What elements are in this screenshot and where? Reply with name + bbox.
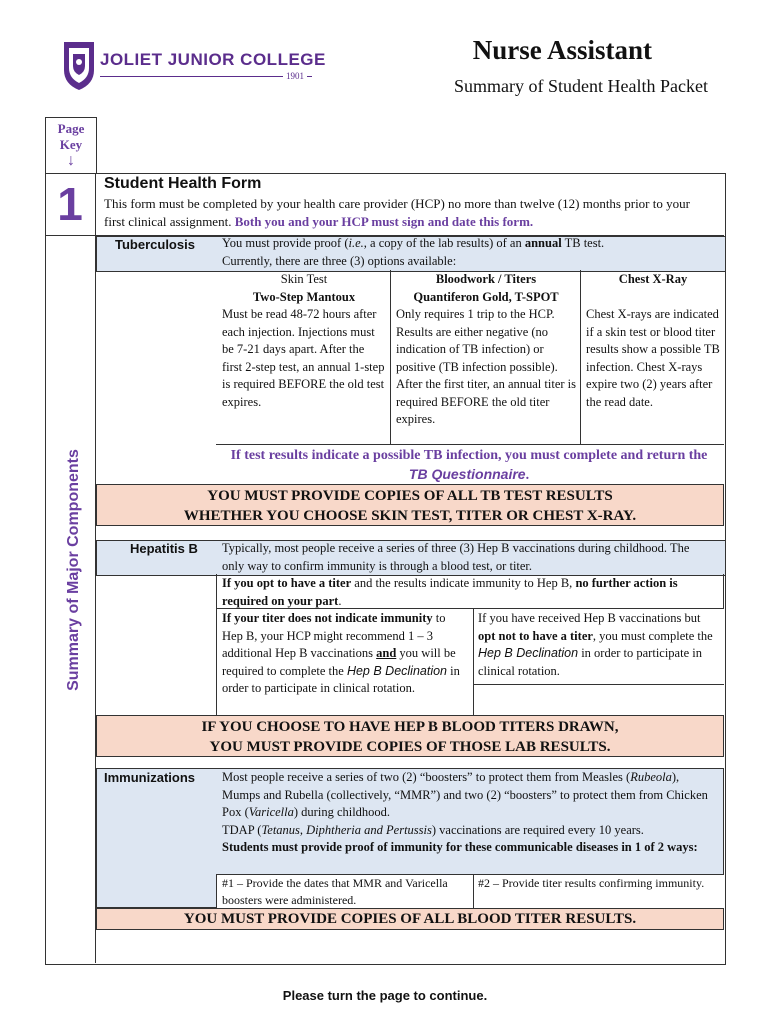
college-crest-icon: [62, 40, 96, 92]
immun-varicella: Varicella: [248, 805, 294, 819]
hepb-no-immunity-part: you will be required to complete the: [222, 646, 456, 678]
hepb-banner-line2: YOU MUST PROVIDE COPIES OF THOSE LAB RESULTS.: [209, 739, 611, 755]
tb-intro-annual: annual: [524, 236, 562, 250]
tb-label: Tuberculosis: [115, 237, 195, 252]
tb-intro-ie: i.e.: [348, 236, 364, 250]
tb-skin-test-text: Must be read 48-72 hours after each injection. Injections must be 7-21 days apart. After the first 2-step test, an annual 1-step is required BEFORE the old test expires.: [222, 307, 385, 409]
page-key-label: [46, 121, 96, 153]
logo-rule: [100, 76, 312, 77]
side-label: Summary of Major Components: [65, 449, 82, 691]
tb-skin-test-col: [222, 271, 386, 411]
tb-col-bottom: [216, 444, 724, 445]
college-name: JOLIET JUNIOR COLLEGE: [100, 50, 326, 69]
tb-notice-text: If test results indicate a possible TB infection, you must complete and return the: [230, 448, 708, 463]
hepb-label: Hepatitis B: [130, 541, 198, 556]
health-form-emphasis: Both you and your HCP must sign and date this form.: [234, 214, 534, 229]
immun-mmr-part: ) during childhood.: [293, 805, 391, 819]
tb-intro: [222, 235, 712, 270]
hepb-titer-text: [222, 575, 716, 610]
page-title: Nurse Assistant: [472, 35, 652, 65]
college-logo: [58, 40, 326, 92]
page-subtitle: Summary of Student Health Packet: [454, 76, 708, 96]
immunizations-label: Immunizations: [104, 770, 196, 785]
page-key-box: [45, 117, 97, 174]
tb-bloodwork-col: [396, 271, 576, 429]
hepb-no-immunity-part: in order to participate in clinical rotation.: [222, 663, 460, 695]
hepb-declination-form: Hep B Declination: [478, 646, 579, 660]
hepb-and-emphasis: and: [376, 646, 397, 660]
tb-intro-part: You must provide proof (: [222, 236, 349, 250]
immun-tdap-part: TDAP (: [222, 822, 262, 837]
tb-xray-text: Chest X-rays are indicated if a skin test or blood titer results show a possible TB infection. Chest X-rays expire two (2) years after the read date.: [586, 307, 720, 409]
page-key-label-line2: Key: [59, 137, 83, 152]
tb-xray-col: [586, 271, 720, 411]
tb-questionnaire-form: TB Questionnaire: [408, 466, 526, 482]
immun-rubeola: Rubeola: [630, 770, 672, 784]
health-form-title: Student Health Form: [104, 175, 262, 192]
immun-results-banner: YOU MUST PROVIDE COPIES OF ALL BLOOD TITER RESULTS.: [96, 908, 724, 930]
footer-note: Please turn the page to continue.: [282, 988, 488, 1003]
immunizations-text: [222, 769, 718, 857]
section-number: 1: [57, 178, 83, 230]
tb-bloodwork-text: Only requires 1 trip to the HCP. Results are either negative (no indication of TB infection) or positive (TB infection possible). After the first titer, an annual titer is required BEFORE the old titer expires.: [396, 307, 576, 426]
tb-bloodwork-subheading: Quantiferon Gold, T-SPOT: [413, 289, 559, 304]
hepb-no-titer-part: , you must complete the: [592, 628, 713, 643]
tb-col-divider: [580, 270, 581, 445]
immun-mmr-part: Most people receive a series of two (2) “boosters” to protect them from Measles (: [222, 770, 631, 784]
health-form-description: This form must be completed by your health care provider (HCP) no more than twelve (12) months prior to your first clinical assignment.: [104, 196, 690, 229]
tb-questionnaire-notice: [220, 446, 718, 485]
hepb-no-titer-text: [478, 610, 716, 680]
hepb-declination-form: Hep B Declination: [346, 663, 448, 678]
down-arrow-icon: ↓: [67, 152, 75, 169]
tb-skin-test-heading: Skin Test: [280, 272, 328, 286]
immunizations-tdap: [222, 822, 718, 840]
hepb-no-immunity-condition: If your titer does not indicate immunity: [222, 611, 433, 625]
hepb-titer-result: no further action is required on your part: [222, 576, 678, 608]
tb-intro-part: TB test.: [561, 236, 605, 250]
tb-banner-line2: WHETHER YOU CHOOSE SKIN TEST, TITER OR CHEST X-RAY.: [183, 508, 637, 524]
hepb-results-banner: [96, 715, 724, 757]
immun-tdap-part: ) vaccinations are required every 10 years.: [431, 822, 644, 837]
page-key-label-line1: Page: [57, 121, 85, 136]
hepb-intro: Typically, most people receive a series of three (3) Hep B vaccinations during childhood. The only way to confirm immunity is through a blood test, or titer.: [222, 541, 690, 573]
tb-bloodwork-heading: Bloodwork / Titers: [435, 272, 537, 286]
tb-skin-test-subheading: Two-Step Mantoux: [252, 289, 356, 304]
hepb-no-titer-condition: opt not to have a titer: [478, 628, 593, 643]
hepb-titer-part: and the results indicate immunity to Hep B,: [351, 576, 576, 590]
immun-mmr-part: ), Mumps and Rubella (collectively, “MMR”) and two (2) “boosters” to protect them from Chicken Pox (: [222, 770, 708, 819]
hepb-titer-part: .: [338, 593, 342, 608]
immunizations-proof: Students must provide proof of immunity for these communicable diseases in 1 of 2 ways:: [222, 840, 698, 854]
tb-notice-text: .: [525, 468, 530, 483]
hepb-no-titer-part: in order to participate in clinical rotation.: [478, 646, 702, 678]
tb-col-divider: [390, 270, 391, 445]
hepb-no-immunity-part: to Hep B, your HCP might recommend 1 – 3 additional Hep B vaccinations: [222, 611, 446, 660]
key-divider: [45, 235, 96, 236]
hepb-titer-condition: If you opt to have a titer: [222, 576, 352, 590]
hepb-banner-line1: IF YOU CHOOSE TO HAVE HEP B BLOOD TITERS DRAWN,: [201, 719, 619, 735]
immun-way-2: #2 – Provide titer results confirming immunity.: [478, 876, 705, 890]
tb-intro-options: Currently, there are three (3) options available:: [222, 253, 457, 268]
immun-way-1: #1 – Provide the dates that MMR and Varicella boosters were administered.: [222, 876, 448, 907]
hepb-no-immunity-text: [222, 610, 468, 698]
immun-ways-divider: [473, 874, 474, 908]
immun-tdap-names: Tetanus, Diphtheria and Pertussis: [261, 822, 432, 837]
health-form-text: [104, 195, 710, 231]
hepb-no-titer-part: If you have received Hep B vaccinations but: [478, 611, 701, 625]
tb-banner-line1: YOU MUST PROVIDE COPIES OF ALL TB TEST RESULTS: [207, 488, 613, 504]
tb-intro-part: , a copy of the lab results) of an: [363, 236, 525, 250]
tb-results-banner: [96, 484, 724, 526]
immunizations-mmr: [222, 769, 718, 822]
tb-xray-heading: Chest X-Ray: [618, 272, 688, 286]
college-founded: 1901: [283, 71, 307, 81]
